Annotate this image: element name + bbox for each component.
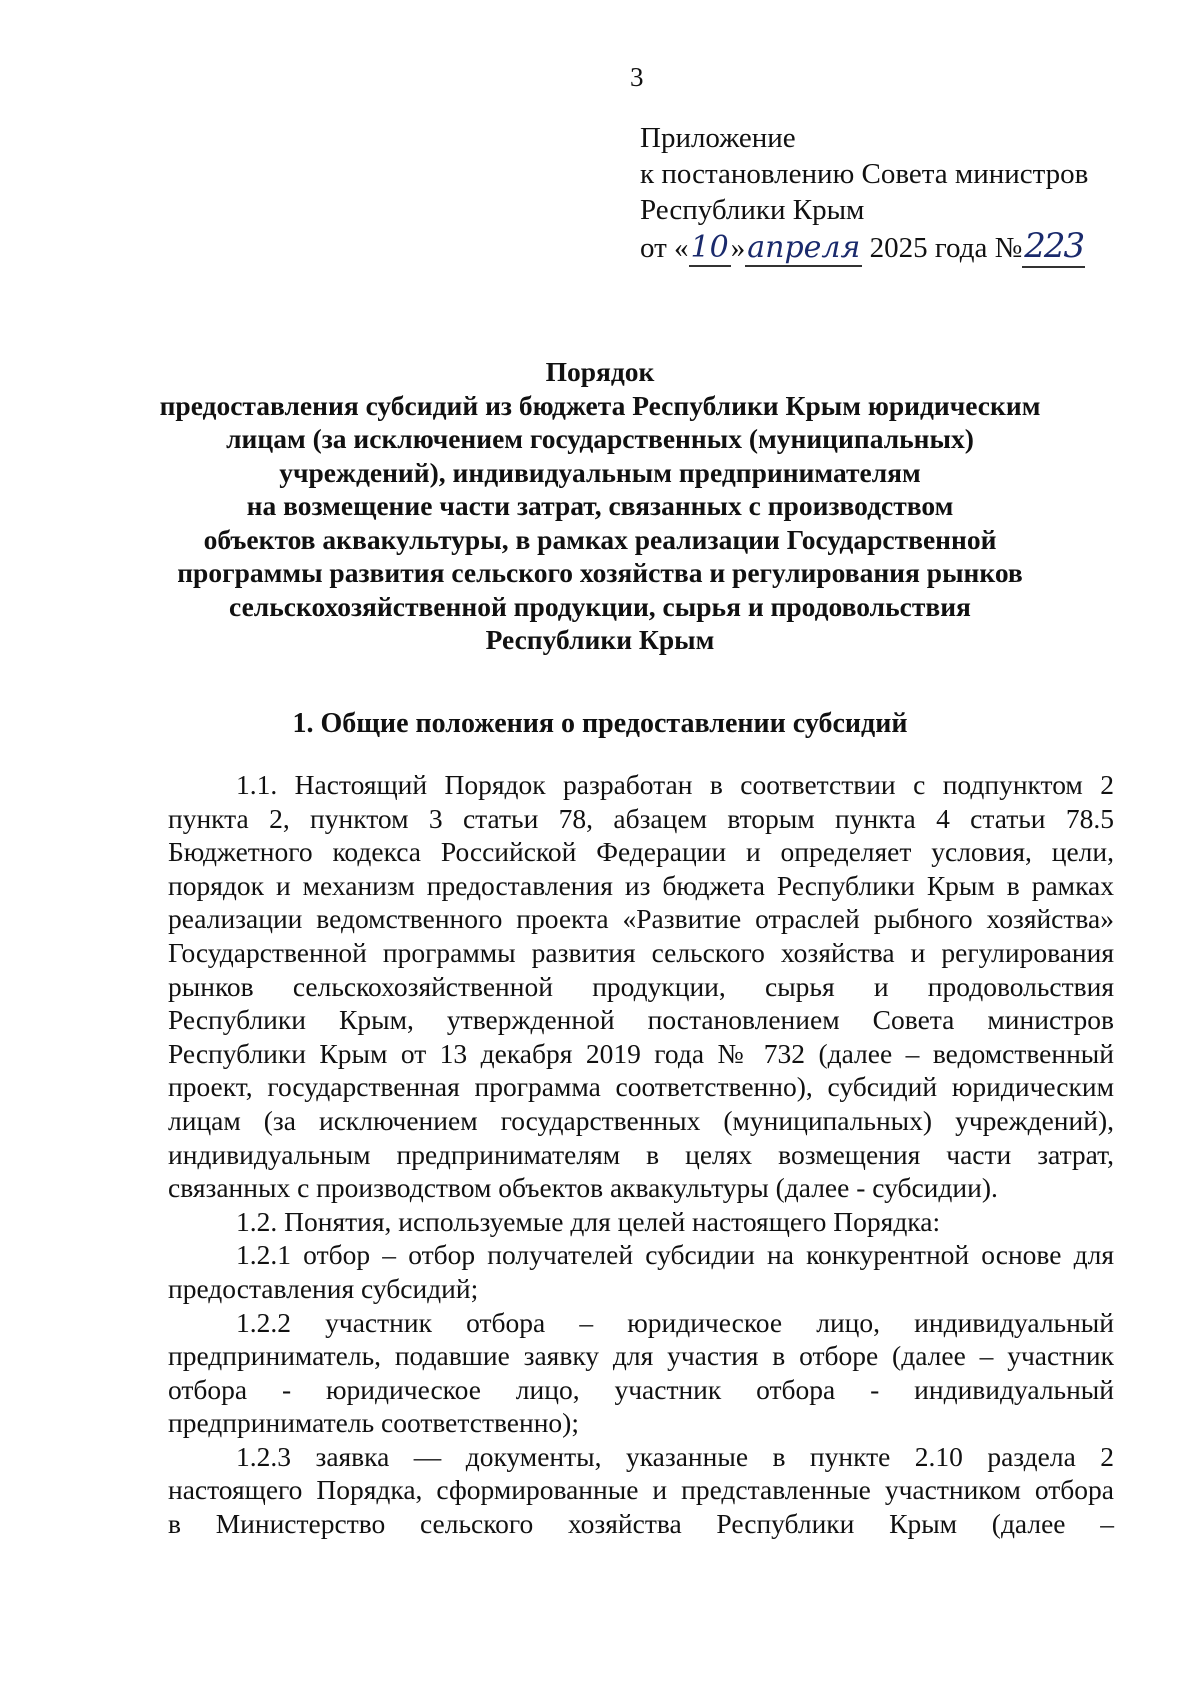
body-line: Бюджетного кодекса Российской Федерации и определяет условия, цели, xyxy=(168,836,1114,868)
title-line: Республики Крым xyxy=(485,624,715,655)
body-line: 1.1. Настоящий Порядок разработан в соответствии с подпунктом 2 xyxy=(236,769,1114,800)
page-number: 3 xyxy=(630,62,644,92)
body-line: Государственной программы развития сельского хозяйства и регулирования xyxy=(168,936,1114,968)
body-text xyxy=(168,768,1114,1541)
appendix-resolution-ref: к постановлению Совета министров xyxy=(640,158,1089,190)
body-line: пункта 2, пунктом 3 статьи 78, абзацем вторым пункта 4 статьи 78.5 xyxy=(168,802,1114,834)
appendix-block xyxy=(640,120,1160,266)
body-line: проект, государственная программа соответственно), субсидий юридическим xyxy=(168,1071,1114,1103)
body-line: 1.2.3 заявка — документы, указанные в пункте 2.10 раздела 2 xyxy=(236,1440,1114,1472)
title-line: на возмещение части затрат, связанных с производством xyxy=(246,490,954,521)
handwritten-month: апреля xyxy=(747,230,861,265)
body-line: 1.2.2 участник отбора – юридическое лицо, индивидуальный xyxy=(236,1306,1114,1338)
title-line: лицам (за исключением государственных (муниципальных) xyxy=(226,423,974,454)
title-line: предоставления субсидий из бюджета Республики Крым юридическим xyxy=(159,389,1041,421)
date-prefix: от « xyxy=(640,232,689,264)
document-title xyxy=(150,355,1050,657)
section-heading: 1. Общие положения о предоставлении субсидий xyxy=(292,708,908,739)
body-line: 1.2. Понятия, используемые для целей настоящего Порядка: xyxy=(236,1205,941,1237)
body-line: индивидуальным предпринимателям в целях возмещения части затрат, xyxy=(168,1138,1114,1170)
body-line: предприниматель соответственно); xyxy=(168,1407,579,1439)
body-line: рынков сельскохозяйственной продукции, сырья и продовольствия xyxy=(168,970,1114,1002)
handwritten-number: 223 xyxy=(1024,226,1084,266)
body-line: Республики Крым от 13 декабря 2019 года № 732 (далее – ведомственный xyxy=(168,1037,1114,1069)
body-line: связанных с производством объектов аквакультуры (далее - субсидии). xyxy=(168,1172,998,1204)
title-line: программы развития сельского хозяйства и регулирования рынков xyxy=(177,557,1023,588)
date-mid: » xyxy=(730,232,746,264)
body-line: отбора - юридическое лицо, участник отбора - индивидуальный xyxy=(168,1373,1114,1405)
body-line: порядок и механизм предоставления из бюджета Республики Крым в рамках xyxy=(168,869,1114,901)
body-line: 1.2.1 отбор – отбор получателей субсидии на конкурентной основе для xyxy=(236,1239,1114,1271)
body-line: лицам (за исключением государственных (муниципальных) учреждений), xyxy=(168,1104,1114,1136)
date-suffix: 2025 года № xyxy=(862,232,1023,264)
title-line: учреждений), индивидуальным предпринимателям xyxy=(279,456,921,488)
body-line: в Министерство сельского хозяйства Республики Крым (далее – xyxy=(168,1508,1114,1540)
title-line: сельскохозяйственной продукции, сырья и продовольствия xyxy=(229,590,971,622)
body-line: реализации ведомственного проекта «Развитие отраслей рыбного хозяйства» xyxy=(168,903,1114,935)
appendix-date-line xyxy=(640,228,1160,266)
body-line: Республики Крым, утвержденной постановлением Совета министров xyxy=(168,1004,1114,1036)
appendix-title: Приложение xyxy=(640,122,796,154)
body-line: предоставления субсидий; xyxy=(168,1272,479,1304)
body-line: предприниматель, подавшие заявку для участия в отборе (далее – участник xyxy=(168,1340,1114,1372)
title-heading: Порядок xyxy=(545,356,655,387)
handwritten-day: 10 xyxy=(690,230,729,265)
title-line: объектов аквакультуры, в рамках реализации Государственной xyxy=(203,523,997,555)
body-line: настоящего Порядка, сформированные и представленные участником отбора xyxy=(168,1474,1114,1506)
appendix-region: Республики Крым xyxy=(640,194,865,226)
